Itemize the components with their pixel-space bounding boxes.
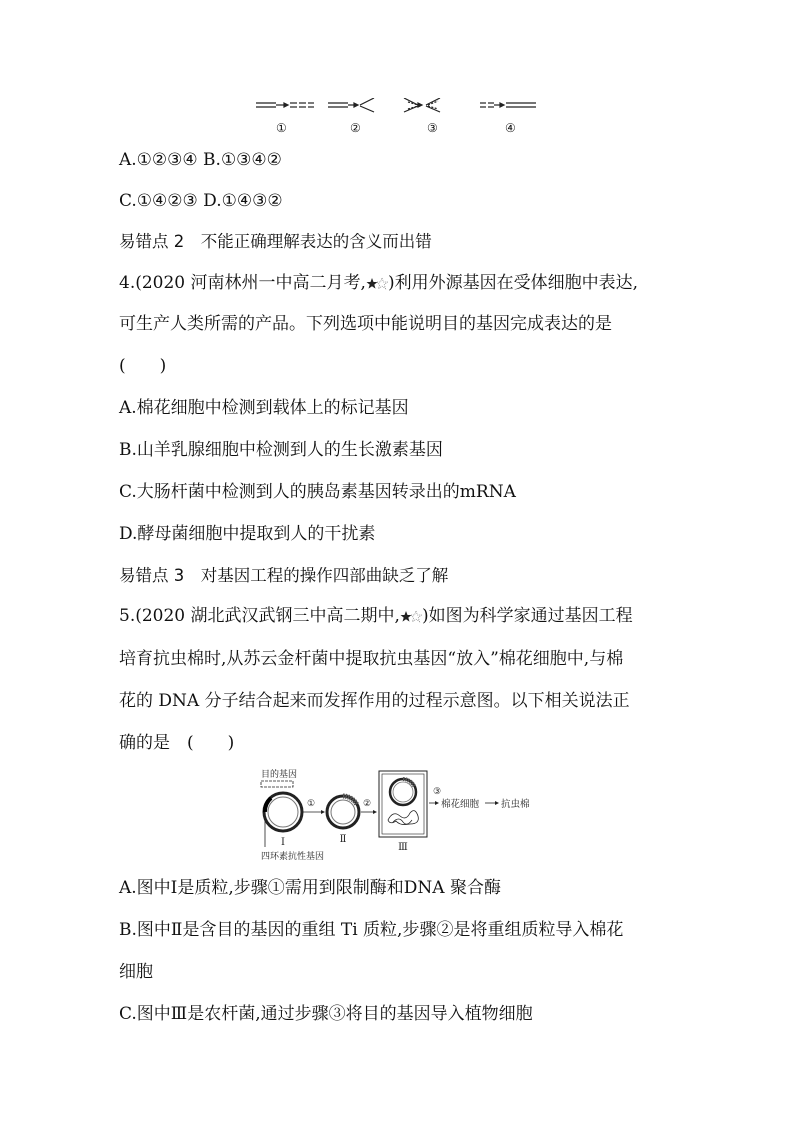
q4-answer-blank: ( ) bbox=[119, 356, 167, 376]
difficulty-star-icon bbox=[366, 277, 388, 291]
section-heading-2: 易错点 2 不能正确理解表达的含义而出错 bbox=[119, 232, 432, 251]
q5-option-b-cont: 细胞 bbox=[119, 962, 153, 982]
q4-source: 4.(2020 河南林州一中高二月考, bbox=[119, 273, 366, 293]
q4-stem-line-2: 可生产人类所需的产品。下列选项中能说明目的基因完成表达的是 bbox=[119, 314, 612, 334]
section-heading-3: 易错点 3 对基因工程的操作四部曲缺乏了解 bbox=[119, 566, 449, 585]
dna-diagram-3 bbox=[404, 98, 440, 112]
dna-diagram-4 bbox=[480, 103, 536, 107]
q5-stem-line-2: 培育抗虫棉时,从苏云金杆菌中提取抗虫基因“放入”棉花细胞中,与棉 bbox=[119, 649, 624, 669]
plasmid-circle-2 bbox=[327, 796, 359, 828]
figure-label-2: ② bbox=[350, 121, 361, 135]
q3-options-cd: C.①④②③ D.①④③② bbox=[119, 191, 283, 211]
q4-option-c: C.大肠杆菌中检测到人的胰岛素基因转录出的mRNA bbox=[119, 482, 516, 502]
cotton-cell-label: 棉花细胞 bbox=[441, 799, 480, 810]
q5-stem-line-4: 确的是 ( ) bbox=[119, 733, 235, 753]
target-gene-segment bbox=[261, 781, 293, 787]
label-II: Ⅱ bbox=[339, 834, 347, 845]
label-III: Ⅲ bbox=[398, 842, 408, 853]
q5-source: 5.(2020 湖北武汉武钢三中高二期中, bbox=[119, 606, 400, 626]
q5-option-b: B.图中Ⅱ是含目的基因的重组 Ti 质粒,步骤②是将重组质粒导入棉花 bbox=[119, 920, 624, 940]
resistance-gene-label: 四环素抗性基因 bbox=[261, 852, 325, 862]
difficulty-star-icon bbox=[400, 610, 422, 624]
step-3-label: ③ bbox=[432, 787, 442, 797]
gene-engineering-diagram bbox=[255, 765, 565, 865]
q5-option-a: A.图中Ⅰ是质粒,步骤①需用到限制酶和DNA 聚合酶 bbox=[119, 878, 501, 898]
dna-diagram-2 bbox=[328, 98, 374, 112]
q4-option-d: D.酵母菌细胞中提取到人的干扰素 bbox=[119, 524, 376, 544]
insect-resistant-cotton-label: 抗虫棉 bbox=[501, 799, 530, 810]
dna-diagram-1 bbox=[256, 103, 314, 107]
q5-option-c: C.图中Ⅲ是农杆菌,通过步骤③将目的基因导入植物细胞 bbox=[119, 1004, 533, 1024]
q4-stem-line-1 bbox=[119, 273, 638, 293]
q5-stem-line-3: 花的 DNA 分子结合起来而发挥作用的过程示意图。以下相关说法正 bbox=[119, 691, 630, 711]
q4-option-a: A.棉花细胞中检测到载体上的标记基因 bbox=[119, 398, 409, 418]
step-1-label: ① bbox=[306, 799, 316, 809]
label-I: Ⅰ bbox=[281, 837, 285, 848]
figure-label-3: ③ bbox=[427, 121, 438, 135]
q4-option-b: B.山羊乳腺细胞中检测到人的生长激素基因 bbox=[119, 440, 443, 460]
q3-options-ab: A.①②③④ B.①③④② bbox=[119, 150, 282, 170]
step-2-label: ② bbox=[362, 799, 372, 809]
figure-label-1: ① bbox=[276, 121, 287, 135]
q4-stem-text: )利用外源基因在受体细胞中表达, bbox=[387, 273, 638, 293]
q5-stem-text: )如图为科学家通过基因工程 bbox=[421, 606, 633, 626]
target-gene-label: 目的基因 bbox=[261, 770, 298, 780]
figure-label-4: ④ bbox=[505, 121, 516, 135]
plasmid-inner-1 bbox=[268, 797, 298, 827]
q5-stem-line-1 bbox=[119, 606, 633, 626]
